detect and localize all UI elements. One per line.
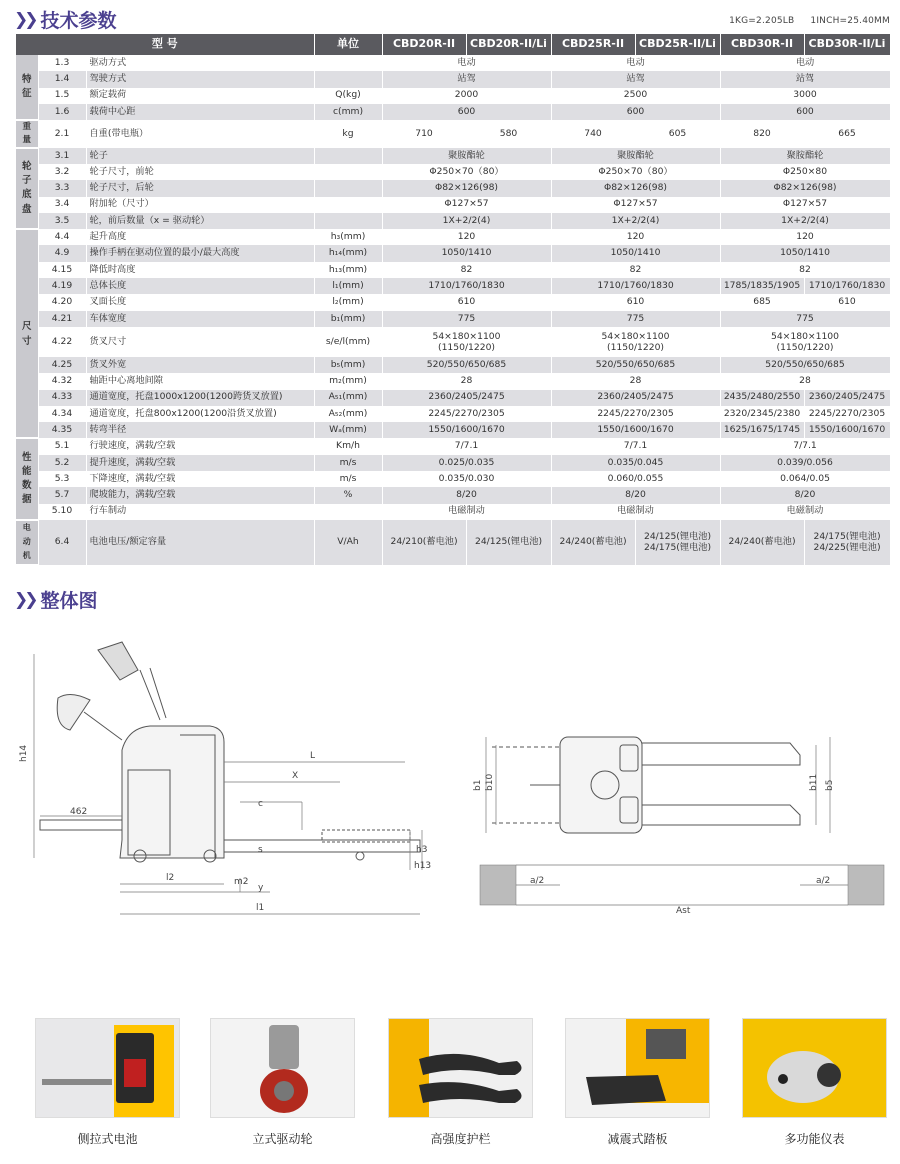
header-model-5: CBD30R-II bbox=[720, 34, 804, 55]
dim-s: s bbox=[258, 845, 263, 855]
units-note bbox=[729, 16, 890, 26]
truck-body bbox=[120, 726, 224, 858]
group-label: 电 动 机 bbox=[16, 520, 38, 565]
dim-h13: h13 bbox=[414, 861, 432, 871]
table-header bbox=[16, 34, 890, 55]
table-row: 5.7 爬坡能力，满载/空载 % 8/20 8/20 8/20 bbox=[16, 487, 890, 503]
photo-pedal bbox=[565, 1018, 710, 1118]
group-label: 重量 bbox=[16, 120, 38, 148]
fork-top-upper bbox=[642, 743, 800, 765]
photo-drive-wheel bbox=[210, 1018, 355, 1118]
group-label: 轮 子 底 盘 bbox=[16, 148, 38, 229]
caption-guard-rail: 高强度护栏 bbox=[430, 1132, 491, 1146]
dim-y: y bbox=[258, 883, 264, 893]
table-row: 4.33 通道宽度，托盘1000x1200(1200跨货叉放置) A₅₁(mm) 2360/2405/2475 2360/2405/2475 2435/2480/2550 2360/2405/2475 bbox=[16, 390, 890, 406]
caption-pedal: 减震式踏板 bbox=[607, 1132, 668, 1146]
dim-Ast: Ast bbox=[676, 906, 691, 916]
table-row: 4.25 货叉外宽 b₅(mm) 520/550/650/685 520/550/650/685 520/550/650/685 bbox=[16, 357, 890, 373]
spec-table bbox=[16, 34, 891, 566]
dim-h14: h14 bbox=[19, 744, 29, 762]
table-row: 1.4 驾驶方式 站驾 站驾 站驾 bbox=[16, 71, 890, 87]
tiller-arm bbox=[140, 668, 166, 720]
header-model-3: CBD25R-II bbox=[551, 34, 635, 55]
tiller-head bbox=[98, 642, 138, 680]
dim-b10: b10 bbox=[485, 773, 495, 791]
table-row: 1.5 额定载荷 Q(kg) 2000 2500 3000 bbox=[16, 88, 890, 104]
table-row: 3.2 轮子尺寸，前轮 Φ250×70（80） Φ250×70（80） Φ250×80 bbox=[16, 164, 890, 180]
table-row: 4.15 降低时高度 h₁₃(mm) 82 82 82 bbox=[16, 262, 890, 278]
table-row: 轮 子 底 盘 3.1 轮子 聚胺酯轮 聚胺酯轮 聚胺酯轮 bbox=[16, 148, 890, 164]
table-row: 性 能 数 据 5.1 行驶速度，满载/空载 Km/h 7/7.1 7/7.1 7/7.1 bbox=[16, 438, 890, 454]
table-row: 3.5 轮，前后数量（x = 驱动轮） 1X+2/2(4) 1X+2/2(4) 1X+2/2(4) bbox=[16, 213, 890, 229]
header-model-4: CBD25R-II/Li bbox=[635, 34, 720, 55]
table-row: 4.32 轴距中心离地间隙 m₂(mm) 28 28 28 bbox=[16, 373, 890, 389]
section-title-spec bbox=[14, 6, 117, 33]
side-view-drawing bbox=[10, 630, 450, 920]
dim-h3: h3 bbox=[416, 845, 428, 855]
table-row: 尺 寸 4.4 起升高度 h₃(mm) 120 120 120 bbox=[16, 229, 890, 245]
dim-b11: b11 bbox=[809, 773, 819, 791]
header-model: 型 号 bbox=[16, 34, 314, 55]
table-row: 4.22 货叉尺寸 s/e/l(mm) 54×180×1100 (1150/1220) 54×180×1100 (1150/1220) 54×180×1100 (1150/1220) bbox=[16, 327, 890, 357]
unit-kg: 1KG=2.205LB bbox=[729, 16, 795, 26]
aisle-wall-left bbox=[480, 865, 516, 905]
truck-top-body bbox=[560, 737, 642, 833]
dim-a2-right: a/2 bbox=[816, 876, 831, 886]
table-row: 3.4 附加轮（尺寸） Φ127×57 Φ127×57 Φ127×57 bbox=[16, 197, 890, 213]
caption-side-battery: 侧拉式电池 bbox=[77, 1132, 138, 1146]
section-title-text: 整体图 bbox=[40, 590, 98, 612]
table-row: 特 征 1.3 驱动方式 电动 电动 电动 bbox=[16, 55, 890, 71]
caption-dashboard: 多功能仪表 bbox=[784, 1132, 845, 1146]
table-row: 1.6 载荷中心距 c(mm) 600 600 600 bbox=[16, 104, 890, 120]
photo-guard-rail bbox=[388, 1018, 533, 1118]
unit-inch: 1INCH=25.40MM bbox=[810, 16, 890, 26]
table-row: 5.10 行车制动 电磁制动 电磁制动 电磁制动 bbox=[16, 504, 890, 520]
group-label: 尺 寸 bbox=[16, 229, 38, 438]
platform bbox=[40, 820, 122, 830]
aisle-wall-right bbox=[848, 865, 884, 905]
table-row: 4.21 车体宽度 b₁(mm) 775 775 775 bbox=[16, 311, 890, 327]
table-row: 4.34 通道宽度，托盘800x1200(1200沿货叉放置) A₅₂(mm) 2245/2270/2305 2245/2270/2305 2320/2345/2380 2245/2270/2305 bbox=[16, 406, 890, 422]
header-unit: 单位 bbox=[314, 34, 382, 55]
dim-X: X bbox=[292, 771, 299, 781]
table-row: 3.3 轮子尺寸，后轮 Φ82×126(98) Φ82×126(98) Φ82×126(98) bbox=[16, 180, 890, 196]
dim-c: c bbox=[258, 799, 263, 809]
table-row: 电 动 机 6.4 电池电压/额定容量 V/Ah 24/210(蓄电池) 24/125(锂电池) 24/240(蓄电池) 24/125(锂电池) 24/175(锂电池) 24/240(蓄电池) 24/175(锂电池) 24/225(锂电池) bbox=[16, 520, 890, 565]
fork-top-lower bbox=[642, 805, 800, 825]
dim-l2: l2 bbox=[166, 873, 175, 883]
table-row: 4.20 叉面长度 l₂(mm) 610 610 685 610 bbox=[16, 294, 890, 310]
photo-dashboard bbox=[742, 1018, 887, 1118]
group-label: 性 能 数 据 bbox=[16, 438, 38, 519]
header-model-2: CBD20R-II/Li bbox=[466, 34, 551, 55]
section-title-text: 技术参数 bbox=[40, 10, 117, 32]
dim-a2-left: a/2 bbox=[530, 876, 545, 886]
table-row: 5.2 提升速度，满载/空载 m/s 0.025/0.035 0.035/0.045 0.039/0.056 bbox=[16, 455, 890, 471]
table-row: 4.35 转弯半径 Wₐ(mm) 1550/1600/1670 1550/1600/1670 1625/1675/1745 1550/1600/1670 bbox=[16, 422, 890, 438]
header-model-6: CBD30R-II/Li bbox=[804, 34, 890, 55]
dim-m2: m2 bbox=[234, 877, 249, 887]
top-view-drawing bbox=[470, 725, 895, 925]
table-row: 5.3 下降速度，满载/空载 m/s 0.035/0.030 0.060/0.055 0.064/0.05 bbox=[16, 471, 890, 487]
load-wheel bbox=[356, 852, 364, 860]
section-title-overview bbox=[14, 586, 98, 613]
double-chevron-icon: ❯❯ bbox=[14, 9, 35, 30]
caption-drive-wheel: 立式驱动轮 bbox=[252, 1132, 313, 1146]
table-row: 4.9 操作手柄在驱动位置的最小/最大高度 h₁₄(mm) 1050/1410 1050/1410 1050/1410 bbox=[16, 245, 890, 261]
table-row: 4.19 总体长度 l₁(mm) 1710/1760/1830 1710/1760/1830 1785/1835/1905 1710/1760/1830 bbox=[16, 278, 890, 294]
dim-L: L bbox=[310, 751, 316, 761]
double-chevron-icon: ❯❯ bbox=[14, 589, 35, 610]
dim-b1: b1 bbox=[473, 779, 483, 791]
header-model-1: CBD20R-II bbox=[382, 34, 466, 55]
group-label: 特 征 bbox=[16, 55, 38, 120]
photo-side-battery bbox=[35, 1018, 180, 1118]
dim-l1: l1 bbox=[256, 903, 265, 913]
table-row: 重量 2.1 自重(带电瓶） kg 710 580 740 605 820 665 bbox=[16, 120, 890, 148]
dim-b5: b5 bbox=[825, 779, 835, 791]
dim-462: 462 bbox=[70, 807, 88, 817]
